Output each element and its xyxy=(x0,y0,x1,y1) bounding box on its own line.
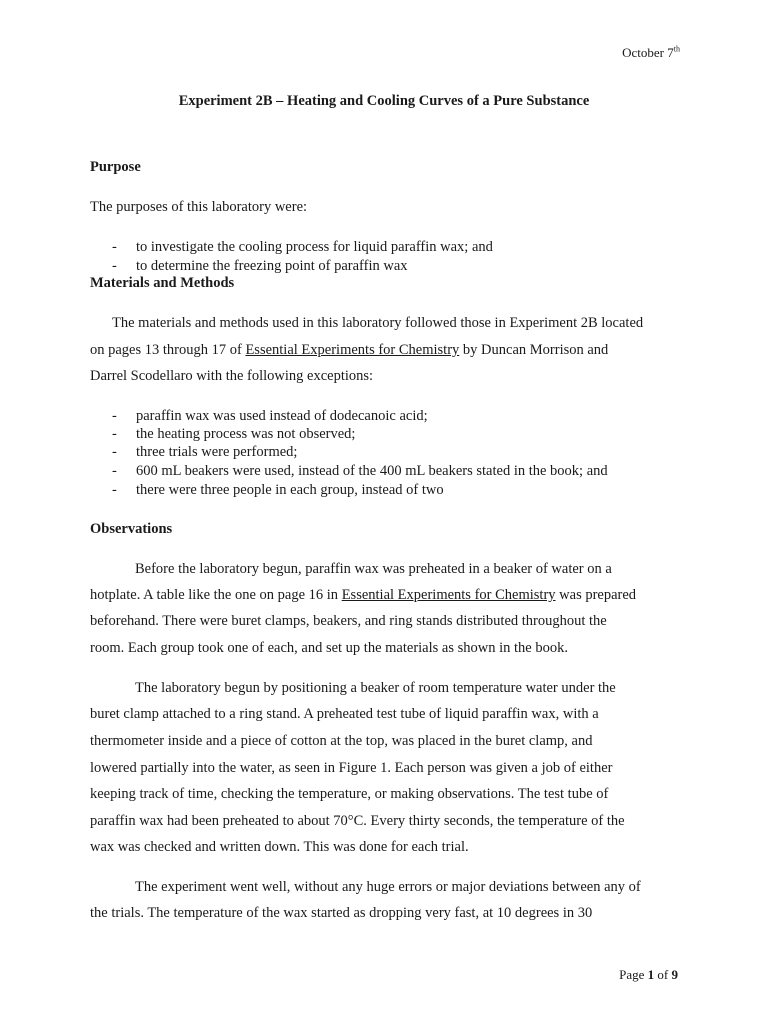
text-span: hotplate. A table like the one on page 16 in xyxy=(90,587,342,603)
purpose-heading: Purpose xyxy=(90,159,141,175)
obs-p2-line-2: buret clamp attached to a ring stand. A preheated test tube of liquid paraffin wax, with a xyxy=(90,706,599,722)
book-title: Essential Experiments for Chemistry xyxy=(245,342,460,358)
total-pages: 9 xyxy=(671,967,678,982)
bullet-dash: - xyxy=(112,258,117,274)
page-word: Page xyxy=(619,967,645,982)
obs-p1-line-2 xyxy=(90,587,636,604)
observations-heading: Observations xyxy=(90,521,173,537)
obs-p2-line-5: keeping track of time, checking the temperature, or making observations. The test tube of xyxy=(90,786,609,802)
materials-line-2 xyxy=(90,342,608,359)
obs-p1-line-4: room. Each group took one of each, and set up the materials as shown in the book. xyxy=(90,640,568,656)
obs-p3-line-2: the trials. The temperature of the wax started as dropping very fast, at 10 degrees in 30 xyxy=(90,905,593,921)
materials-line-3: Darrel Scodellaro with the following exceptions: xyxy=(90,368,374,384)
page-number-footer xyxy=(619,967,678,983)
current-page: 1 xyxy=(647,967,655,982)
obs-p2-line-6: paraffin wax had been preheated to about 70°C. Every thirty seconds, the temperature of the xyxy=(90,813,625,829)
text-span: on pages 13 through 17 of xyxy=(90,342,246,358)
materials-line-1: The materials and methods used in this laboratory followed those in Experiment 2B located xyxy=(112,315,644,331)
list-item-text: 600 mL beakers were used, instead of the 400 mL beakers stated in the book; and xyxy=(136,463,608,479)
purpose-intro: The purposes of this laboratory were: xyxy=(90,199,308,215)
bullet-dash: - xyxy=(112,239,117,255)
list-item-text: three trials were performed; xyxy=(136,444,298,460)
obs-p2-line-1: The laboratory begun by positioning a beaker of room temperature water under the xyxy=(135,680,616,696)
obs-p2-line-4: lowered partially into the water, as seen in Figure 1. Each person was given a job of either xyxy=(90,760,613,776)
bullet-dash: - xyxy=(112,444,117,460)
date-suffix: th xyxy=(673,44,680,54)
obs-p2-line-3: thermometer inside and a piece of cotton at the top, was placed in the buret clamp, and xyxy=(90,733,593,749)
list-item-text: the heating process was not observed; xyxy=(136,426,356,442)
list-item-text: paraffin wax was used instead of dodecanoic acid; xyxy=(136,408,428,424)
book-title: Essential Experiments for Chemistry xyxy=(341,587,556,603)
text-span: was prepared xyxy=(555,587,637,603)
text-span: by Duncan Morrison and xyxy=(459,342,609,358)
bullet-dash: - xyxy=(112,463,117,479)
date-text: October 7 xyxy=(622,45,674,60)
bullet-dash: - xyxy=(112,482,117,498)
list-item-text: there were three people in each group, instead of two xyxy=(136,482,444,498)
of-word: of xyxy=(657,967,669,982)
list-item-text: to determine the freezing point of paraffin wax xyxy=(136,258,408,274)
materials-heading: Materials and Methods xyxy=(90,275,235,291)
bullet-dash: - xyxy=(112,426,117,442)
obs-p3-line-1: The experiment went well, without any huge errors or major deviations between any of xyxy=(135,879,641,895)
obs-p2-line-7: wax was checked and written down. This was done for each trial. xyxy=(90,839,469,855)
bullet-dash: - xyxy=(112,408,117,424)
document-title: Experiment 2B – Heating and Cooling Curves of a Pure Substance xyxy=(178,93,590,109)
obs-p1-line-1: Before the laboratory begun, paraffin wax was preheated in a beaker of water on a xyxy=(135,561,612,577)
header-date xyxy=(622,45,680,61)
obs-p1-line-3: beforehand. There were buret clamps, beakers, and ring stands distributed throughout the xyxy=(90,613,607,629)
list-item-text: to investigate the cooling process for liquid paraffin wax; and xyxy=(136,239,493,255)
